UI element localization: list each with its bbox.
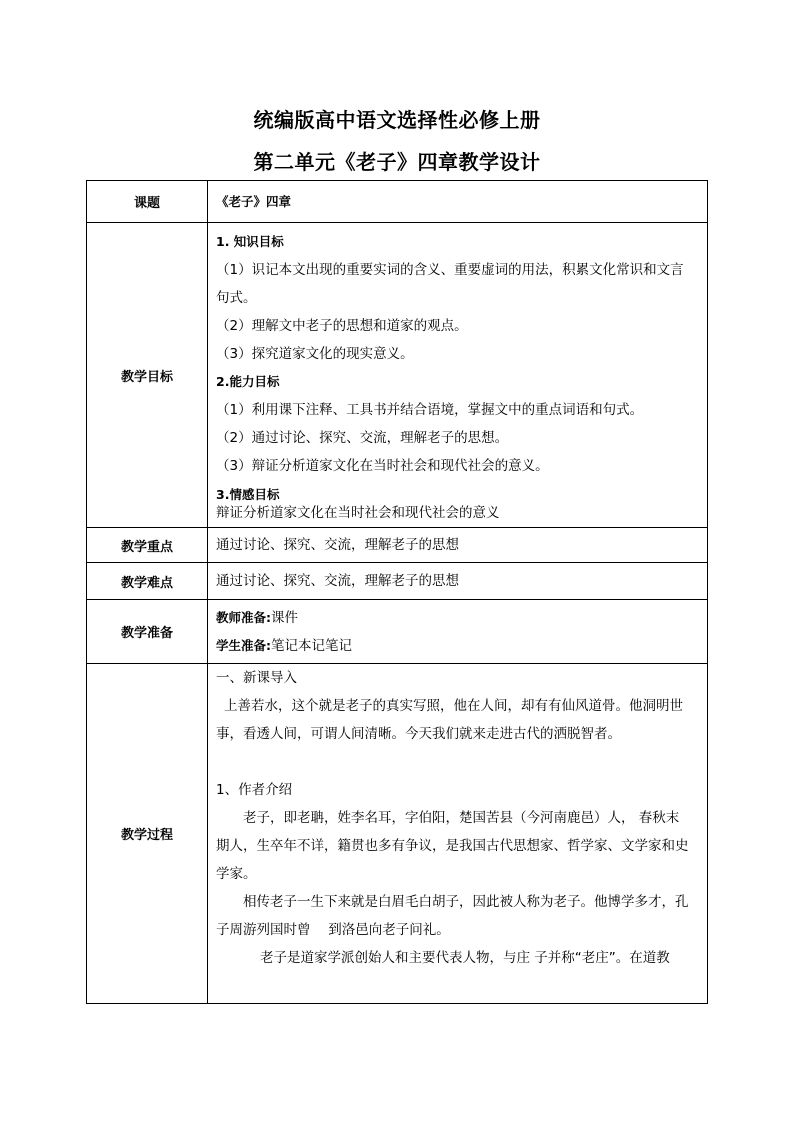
process-content (208, 664, 707, 1002)
goals-ability-3: （3）辩证分析道家文化在当时社会和现代社会的意义。 (216, 458, 549, 474)
goals-knowledge-3: （3）探究道家文化的现实意义。 (216, 346, 414, 362)
prep-teacher (208, 604, 707, 632)
prep-teacher-label: 教师准备: (216, 609, 271, 625)
difficulty-value: 通过讨论、探究、交流，理解老子的思想 (216, 573, 459, 589)
process-author-line-1: 老子，即老聃，姓李名耳，字伯阳，楚国苦县（今河南鹿邑）人， 春秋末 (243, 810, 680, 826)
table-row-difficulty (87, 563, 708, 600)
table-row-goals (87, 223, 708, 528)
process-author-line-2: 期人，生卒年不详，籍贯也多有争议，是我国古代思想家、哲学家、文学家和史 (216, 838, 689, 854)
process-cell (208, 664, 708, 1004)
key-value: 通过讨论、探究、交流，理解老子的思想 (216, 537, 459, 553)
prep-label: 教学准备 (87, 600, 208, 664)
process-legend-line-2: 子周游列国时曾 到洛邑向老子问礼。 (216, 922, 450, 938)
goals-emotion-1: 辩证分析道家文化在当时社会和现代社会的意义 (216, 505, 500, 521)
goals-ability-1: （1）利用课下注释、工具书并结合语境，掌握文中的重点词语和句式。 (216, 402, 644, 418)
process-section-author: 1、作者介绍 (216, 782, 293, 798)
process-intro-line-1: 上善若水，这个就是老子的真实写照，他在人间，却有有仙风道骨。他洞明世 (224, 698, 683, 714)
goals-ability-2: （2）通过讨论、探究、交流，理解老子的思想。 (216, 430, 509, 446)
topic-label: 课题 (87, 181, 208, 223)
difficulty-cell (208, 563, 708, 600)
difficulty-label: 教学难点 (87, 563, 208, 600)
prep-student (208, 632, 707, 660)
process-section-intro: 一、新课导入 (216, 670, 297, 686)
process-daoism-line-1: 老子是道家学派创始人和主要代表人物，与庄 子并称“老庄”。在道教 (260, 950, 670, 966)
goals-cell (208, 223, 708, 528)
process-label: 教学过程 (87, 664, 208, 1004)
key-cell (208, 528, 708, 563)
goals-knowledge-1-cont: 句式。 (216, 290, 257, 306)
goals-knowledge-1: （1）识记本文出现的重要实词的含义、重要虚词的用法，积累文化常识和文言 (216, 262, 684, 278)
process-legend-line-1: 相传老子一生下来就是白眉毛白胡子，因此被人称为老子。他博学多才，孔 (243, 894, 689, 910)
topic-cell (208, 181, 708, 223)
lesson-plan-table (86, 180, 708, 1004)
prep-student-label: 学生准备: (216, 637, 271, 653)
goals-heading-emotion: 3.情感目标 (216, 487, 280, 502)
prep-teacher-value: 课件 (271, 609, 298, 626)
table-row-process (87, 664, 708, 1004)
goals-heading-ability: 2.能力目标 (216, 374, 280, 389)
goals-heading-knowledge: 1. 知识目标 (216, 234, 284, 249)
topic-value: 《老子》四章 (216, 193, 292, 209)
goals-label: 教学目标 (87, 223, 208, 528)
document-subtitle: 第二单元《老子》四章教学设计 (253, 150, 541, 174)
goals-knowledge-2: （2）理解文中老子的思想和道家的观点。 (216, 318, 468, 334)
table-row-prep (87, 600, 708, 664)
process-spacer (208, 748, 707, 776)
process-author-line-3: 学家。 (216, 866, 257, 882)
table-row-key (87, 528, 708, 563)
prep-cell (208, 600, 708, 664)
document-title: 统编版高中语文选择性必修上册 (253, 108, 541, 132)
prep-student-value: 笔记本记笔记 (271, 637, 352, 654)
key-label: 教学重点 (87, 528, 208, 563)
table-row-topic (87, 181, 708, 223)
process-intro-line-2: 事，看透人间，可谓人间清晰。今天我们就来走进古代的洒脱智者。 (216, 726, 621, 742)
